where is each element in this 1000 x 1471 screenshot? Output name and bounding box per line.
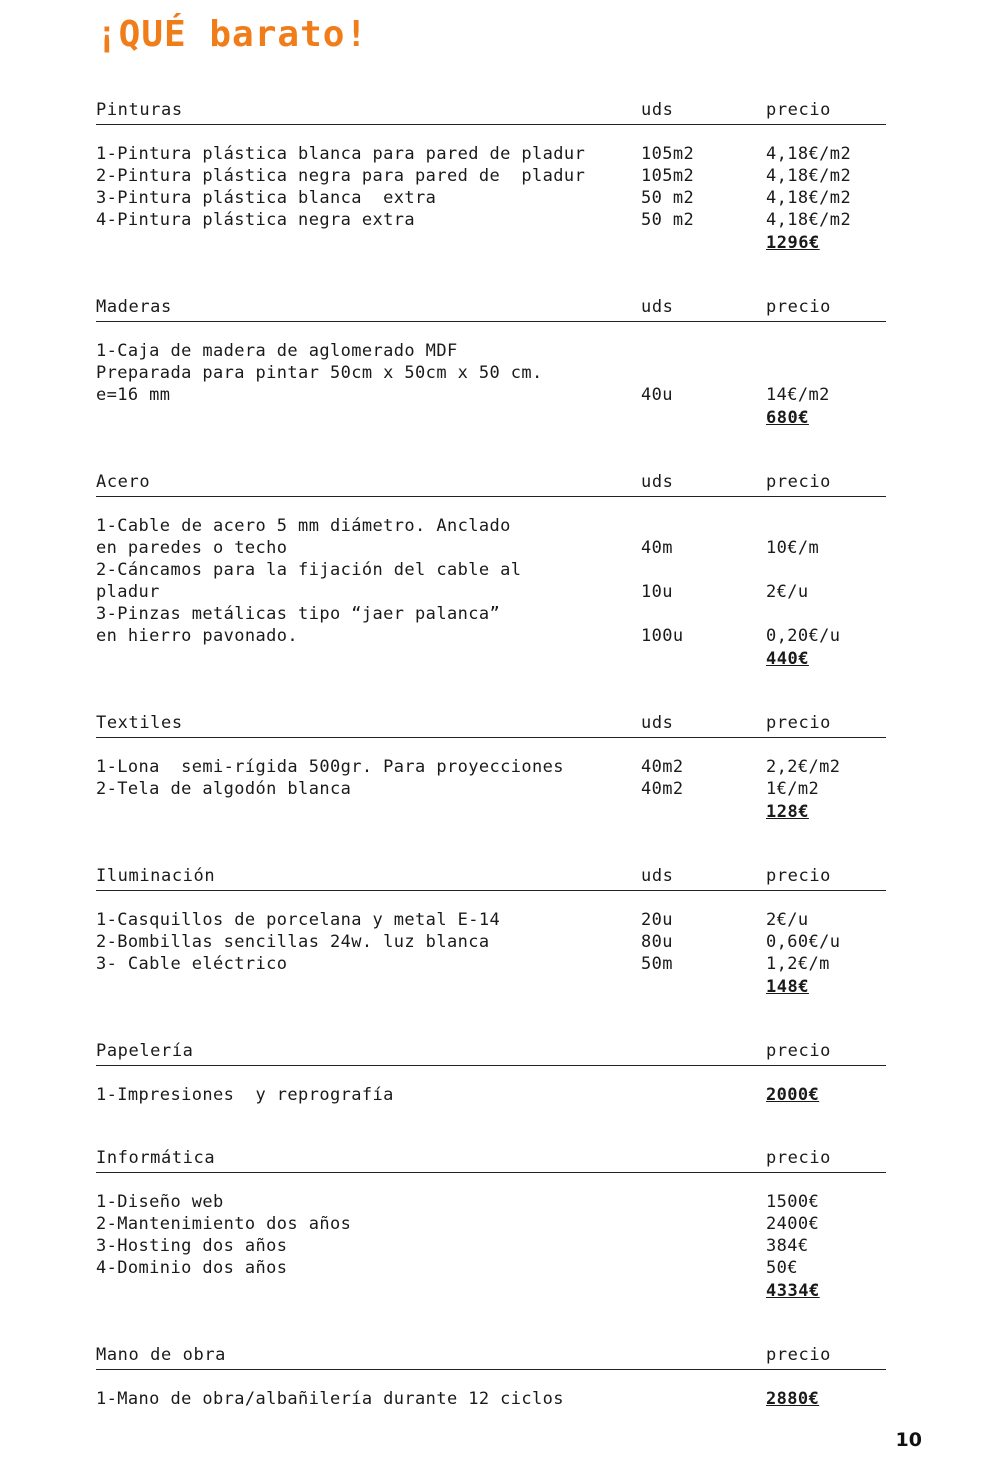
section-title: Acero [96, 472, 151, 492]
section-title: Papelería [96, 1041, 194, 1061]
line-item-row [96, 384, 886, 406]
line-item-row [96, 1084, 886, 1106]
section-spacer [96, 1410, 886, 1450]
line-item-price: 4,18€/m2 [766, 166, 852, 186]
section-header [96, 711, 886, 738]
section-total-row [96, 647, 886, 671]
column-header-uds: uds [641, 297, 674, 317]
section-header [96, 864, 886, 891]
total-spacer [96, 800, 766, 824]
line-item-price: 2,2€/m2 [766, 757, 841, 777]
section-total-row [96, 231, 886, 255]
line-item-units: 50 m2 [641, 210, 695, 230]
line-item-units: 40u [641, 385, 673, 405]
column-header-uds [641, 1146, 766, 1170]
section-title: Pinturas [96, 100, 183, 120]
section-spacer [96, 430, 886, 470]
line-item-units: 40m2 [641, 779, 684, 799]
line-item-description: 2-Tela de algodón blanca [96, 779, 352, 799]
section-title: Informática [96, 1148, 216, 1168]
column-header-precio: precio [766, 866, 832, 886]
line-item-units: 100u [641, 626, 684, 646]
section-spacer [96, 1106, 886, 1146]
section-rows [96, 515, 886, 671]
line-item-units [641, 603, 766, 625]
total-spacer [96, 647, 766, 671]
line-item-row [96, 1191, 886, 1213]
section-rows [96, 1388, 886, 1410]
column-header-precio: precio [766, 1345, 832, 1365]
line-item-description: 1-Impresiones y reprografía [96, 1085, 394, 1105]
line-item-price [766, 362, 886, 384]
line-item-row [96, 625, 886, 647]
section-title: Maderas [96, 297, 172, 317]
line-item-row [96, 1388, 886, 1410]
line-item-units [641, 559, 766, 581]
section-title: Mano de obra [96, 1345, 227, 1365]
line-item-units: 50m [641, 954, 673, 974]
section-header [96, 1343, 886, 1370]
line-item-row [96, 603, 886, 625]
column-header-uds [641, 1343, 766, 1367]
line-item-units: 50 m2 [641, 188, 695, 208]
line-item-units [641, 515, 766, 537]
section-total-row [96, 800, 886, 824]
line-item-price: 4,18€/m2 [766, 210, 852, 230]
budget-section [96, 1039, 886, 1146]
line-item-description: 3-Pintura plástica blanca extra [96, 188, 437, 208]
section-title: Iluminación [96, 866, 216, 886]
section-header [96, 98, 886, 125]
line-item-price [766, 559, 886, 581]
budget-list [96, 98, 886, 1450]
line-item-price: 1500€ [766, 1192, 820, 1212]
line-item-description: 4-Dominio dos años [96, 1258, 288, 1278]
line-item-row [96, 953, 886, 975]
line-item-row [96, 165, 886, 187]
section-header [96, 295, 886, 322]
section-total-row [96, 406, 886, 430]
line-item-description: 2-Mantenimiento dos años [96, 1214, 352, 1234]
line-item-price: 4,18€/m2 [766, 144, 852, 164]
line-item-units: 10u [641, 582, 673, 602]
line-item-price: 50€ [766, 1258, 798, 1278]
line-item-row [96, 537, 886, 559]
section-title: Textiles [96, 713, 183, 733]
section-rows [96, 909, 886, 999]
line-item-description: 1-Casquillos de porcelana y metal E-14 [96, 910, 501, 930]
line-item-description: Preparada para pintar 50cm x 50cm x 50 cm. [96, 363, 543, 383]
column-header-precio: precio [766, 713, 832, 733]
line-item-units: 40m2 [641, 757, 684, 777]
line-item-description: 2-Cáncamos para la fijación del cable al [96, 560, 522, 580]
section-total: 680€ [766, 408, 809, 428]
column-header-uds: uds [641, 100, 674, 120]
section-rows [96, 756, 886, 824]
line-item-description: 3-Hosting dos años [96, 1236, 288, 1256]
section-rows [96, 1191, 886, 1303]
column-header-uds [641, 1039, 766, 1063]
line-item-price [766, 603, 886, 625]
line-item-description: 3-Pinzas metálicas tipo “jaer palanca” [96, 604, 501, 624]
line-item-description: 2-Bombillas sencillas 24w. luz blanca [96, 932, 490, 952]
line-item-row [96, 1257, 886, 1279]
section-total-row [96, 1279, 886, 1303]
line-item-units [641, 362, 766, 384]
section-rows [96, 340, 886, 430]
line-item-units [641, 1388, 766, 1410]
section-spacer [96, 255, 886, 295]
line-item-row [96, 756, 886, 778]
total-spacer [96, 231, 766, 255]
budget-section [96, 1343, 886, 1450]
total-spacer [96, 975, 766, 999]
section-spacer [96, 1303, 886, 1343]
section-rows [96, 143, 886, 255]
line-item-price: 0,60€/u [766, 932, 841, 952]
line-item-row [96, 909, 886, 931]
total-spacer [96, 406, 766, 430]
line-item-row [96, 187, 886, 209]
line-item-row [96, 1235, 886, 1257]
line-item-row [96, 1213, 886, 1235]
line-item-units: 20u [641, 910, 673, 930]
line-item-units [641, 340, 766, 362]
column-header-precio: precio [766, 1041, 832, 1061]
section-header [96, 470, 886, 497]
column-header-precio: precio [766, 1148, 832, 1168]
line-item-units: 40m [641, 538, 673, 558]
line-item-row [96, 559, 886, 581]
line-item-price [766, 515, 886, 537]
section-rows [96, 1084, 886, 1106]
line-item-units: 105m2 [641, 144, 695, 164]
line-item-price [766, 340, 886, 362]
column-header-uds: uds [641, 472, 674, 492]
section-total: 4334€ [766, 1281, 820, 1301]
line-item-description: 1-Diseño web [96, 1192, 224, 1212]
line-item-price: 0,20€/u [766, 626, 841, 646]
line-item-description: en hierro pavonado. [96, 626, 299, 646]
section-header [96, 1146, 886, 1173]
line-item-units: 105m2 [641, 166, 695, 186]
line-item-price: 1€/m2 [766, 779, 820, 799]
line-item-description: 3- Cable eléctrico [96, 954, 288, 974]
line-item-units [641, 1084, 766, 1106]
section-spacer [96, 824, 886, 864]
line-item-units [641, 1213, 766, 1235]
budget-section [96, 470, 886, 711]
line-item-price: 2400€ [766, 1214, 820, 1234]
section-spacer [96, 999, 886, 1039]
line-item-units: 80u [641, 932, 673, 952]
total-spacer [96, 1279, 766, 1303]
budget-section [96, 711, 886, 864]
line-item-price: 2€/u [766, 910, 809, 930]
column-header-uds: uds [641, 713, 674, 733]
line-item-row [96, 581, 886, 603]
line-item-description: pladur [96, 582, 160, 602]
section-total: 440€ [766, 649, 809, 669]
line-item-price: 384€ [766, 1236, 809, 1256]
line-item-description: e=16 mm [96, 385, 171, 405]
page-number: 10 [895, 1429, 922, 1451]
line-item-price: 10€/m [766, 538, 820, 558]
line-item-row [96, 778, 886, 800]
line-item-description: 1-Caja de madera de aglomerado MDF [96, 341, 458, 361]
section-total: 1296€ [766, 233, 820, 253]
budget-section [96, 98, 886, 295]
section-total: 148€ [766, 977, 809, 997]
line-item-description: 1-Cable de acero 5 mm diámetro. Anclado [96, 516, 511, 536]
section-total: 128€ [766, 802, 809, 822]
budget-section [96, 295, 886, 470]
line-item-description: 1-Mano de obra/albañilería durante 12 ciclos [96, 1389, 564, 1409]
line-item-description: 1-Pintura plástica blanca para pared de pladur [96, 144, 586, 164]
line-item-units [641, 1257, 766, 1279]
column-header-uds: uds [641, 866, 674, 886]
line-item-row [96, 931, 886, 953]
column-header-precio: precio [766, 472, 832, 492]
line-item-price: 1,2€/m [766, 954, 830, 974]
line-item-price: 2€/u [766, 582, 809, 602]
line-item-row [96, 209, 886, 231]
column-header-precio: precio [766, 297, 832, 317]
budget-section [96, 864, 886, 1039]
line-item-row [96, 362, 886, 384]
line-item-units [641, 1235, 766, 1257]
column-header-precio: precio [766, 100, 832, 120]
line-item-description: en paredes o techo [96, 538, 288, 558]
section-total: 2880€ [766, 1389, 820, 1409]
line-item-row [96, 515, 886, 537]
section-header [96, 1039, 886, 1066]
line-item-units [641, 1191, 766, 1213]
line-item-row [96, 143, 886, 165]
line-item-description: 2-Pintura plástica negra para pared de pladur [96, 166, 586, 186]
line-item-price: 4,18€/m2 [766, 188, 852, 208]
line-item-price: 14€/m2 [766, 385, 830, 405]
line-item-description: 1-Lona semi-rígida 500gr. Para proyecciones [96, 757, 564, 777]
line-item-row [96, 340, 886, 362]
line-item-description: 4-Pintura plástica negra extra [96, 210, 416, 230]
budget-section [96, 1146, 886, 1343]
section-total-row [96, 975, 886, 999]
brand-logo: ¡QUÉ barato! [96, 14, 369, 55]
section-spacer [96, 671, 886, 711]
section-total: 2000€ [766, 1085, 820, 1105]
